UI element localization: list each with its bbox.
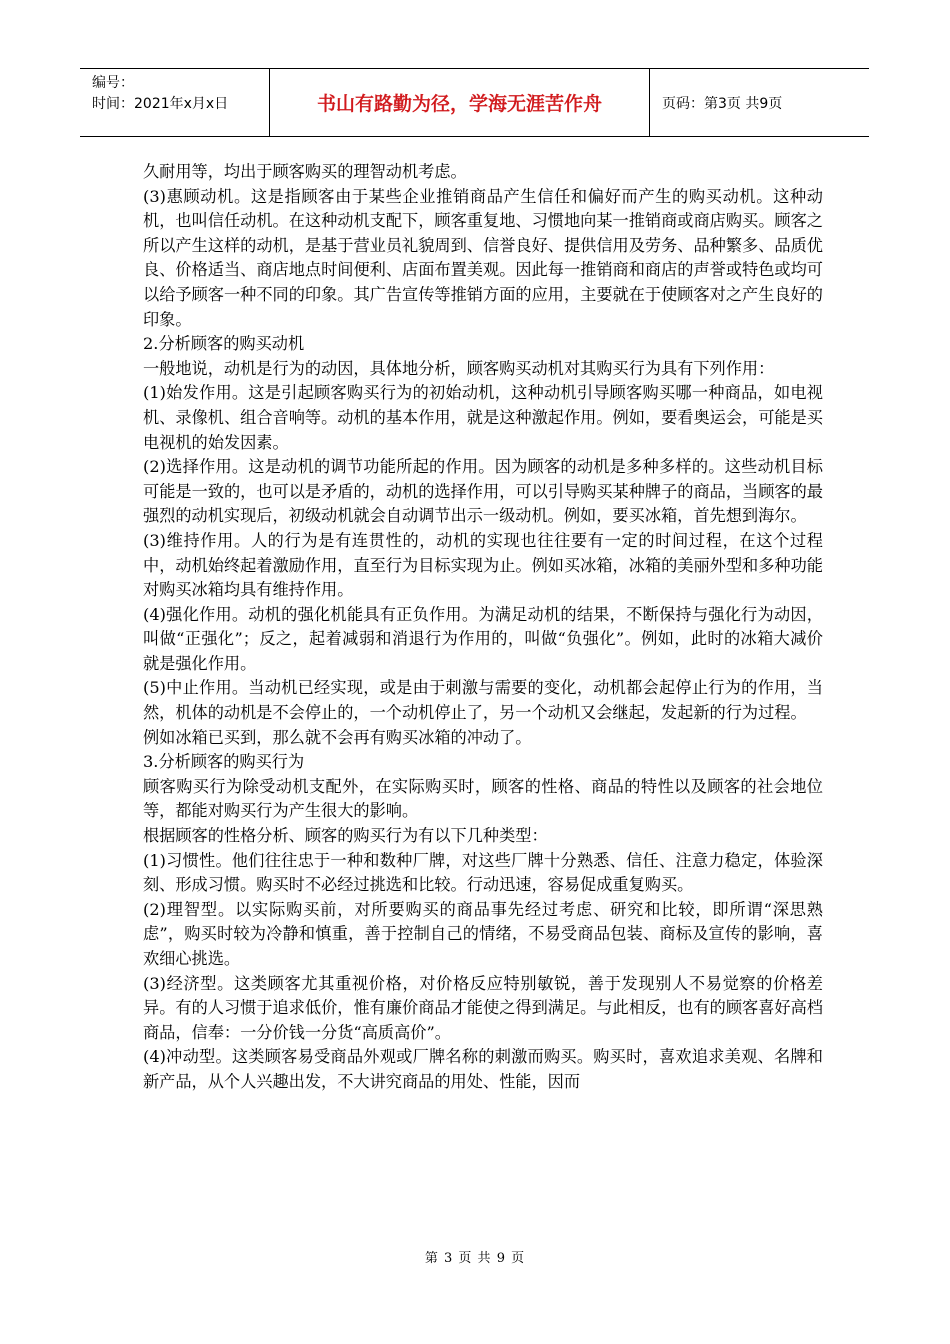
paragraph: 久耐用等，均出于顾客购买的理智动机考虑。 <box>143 162 467 181</box>
section-heading: 2.分析顾客的购买动机 <box>143 334 305 354</box>
paragraph: (2)选择作用。这是动机的调节功能所起的作用。因为顾客的动机是多种多样的。这些动机目标可能是一致的，也可以是矛盾的，动机的选择作用，可以引导购买某种牌子的商品，当顾客的最强烈的动机实现后，初级动机就会自动调节出示一级动机。例如，要买冰箱，首先想到海尔。 <box>143 457 823 526</box>
paragraph: (5)中止作用。当动机已经实现，或是由于刺激与需要的变化，动机都会起停止行为的作用，当然，机体的动机是不会停止的，一个动机停止了，另一个动机又会继起，发起新的行为过程。 <box>143 678 823 723</box>
paragraph: (1)始发作用。这是引起顾客购买行为的初始动机，这种动机引导顾客购买哪一种商品，如电视机、录像机、组合音响等。动机的基本作用，就是这种激起作用。例如，要看奥运会，可能是买电视机的始发因素。 <box>143 383 823 452</box>
paragraph: (3)维持作用。人的行为是有连贯性的，动机的实现也往往要有一定的时间过程，在这个过程中，动机始终起着激励作用，直至行为目标实现为止。例如买冰箱，冰箱的美丽外型和多种功能对购买冰箱均具有维持作用。 <box>143 530 823 600</box>
paragraph: (1)习惯性。他们往往忠于一种和数种厂牌，对这些厂牌十分熟悉、信任、注意力稳定，体验深刻、形成习惯。购买时不必经过挑选和比较。行动迅速，容易促成重复购买。 <box>143 850 823 895</box>
paragraph: 根据顾客的性格分析、顾客的购买行为有以下几种类型： <box>143 826 548 846</box>
paragraph: (3)惠顾动机。这是指顾客由于某些企业推销商品产生信任和偏好而产生的购买动机。这种动机，也叫信任动机。在这种动机支配下，顾客重复地、习惯地向某一推销商或商店购买。顾客之所以产生这样的动机，是基于营业员礼貌周到、信誉良好、提供信用及劳务、品种繁多、品质优良、价格适当、商店地点时间便利、店面布置美观。因此每一推销商和商店的声誉或特色或均可以给予顾客一种不同的印象。其广告宣传等推销方面的应用，主要就在于使顾客对之产生良好的印象。 <box>143 186 823 329</box>
document-date: 时间：2021年x月x日 <box>92 96 229 112</box>
paragraph: (3)经济型。这类顾客尤其重视价格，对价格反应特别敏锐，善于发现别人不易觉察的价格差异。有的人习惯于追求低价，惟有廉价商品才能使之得到满足。与此相反，也有的顾客喜好高档商品，信奉：一分价钱一分货“高质高价”。 <box>143 973 823 1042</box>
paragraph: (4)强化作用。动机的强化机能具有正负作用。为满足动机的结果，不断保持与强化行为动因，叫做“正强化”；反之，起着减弱和消退行为作用的，叫做“负强化”。例如，此时的冰箱大减价就是强化作用。 <box>143 604 823 673</box>
document-body <box>143 160 823 1095</box>
page-footer: 第 3 页 共 9 页 <box>424 1251 526 1266</box>
header-meta <box>80 69 270 136</box>
document-number-label: 编号： <box>92 75 134 91</box>
paragraph: (4)冲动型。这类顾客易受商品外观或厂牌名称的刺激而购买。购买时，喜欢追求美观、名牌和新产品，从个人兴趣出发，不大讲究商品的用处、性能，因而 <box>143 1047 823 1091</box>
section-heading: 3.分析顾客的购买行为 <box>143 752 305 772</box>
paragraph: 一般地说，动机是行为的动因，具体地分析，顾客购买动机对其购买行为具有下列作用： <box>143 358 775 378</box>
paragraph: 顾客购买行为除受动机支配外，在实际购买时，顾客的性格、商品的特性以及顾客的社会地位等，都能对购买行为产生很大的影响。 <box>143 776 823 821</box>
paragraph: 例如冰箱已买到，那么就不会再有购买冰箱的冲动了。 <box>143 727 532 747</box>
header-page-info: 页码：第3页 共9页 <box>662 95 783 112</box>
paragraph: (2)理智型。以实际购买前，对所要购买的商品事先经过考虑、研究和比较，即所谓“深思熟虑”，购买时较为冷静和慎重，善于控制自己的情绪，不易受商品包装、商标及宣传的影响，喜欢细心挑选。 <box>143 899 823 968</box>
page-header <box>80 68 869 137</box>
header-motto: 书山有路勤为径，学海无涯苦作舟 <box>270 69 650 136</box>
